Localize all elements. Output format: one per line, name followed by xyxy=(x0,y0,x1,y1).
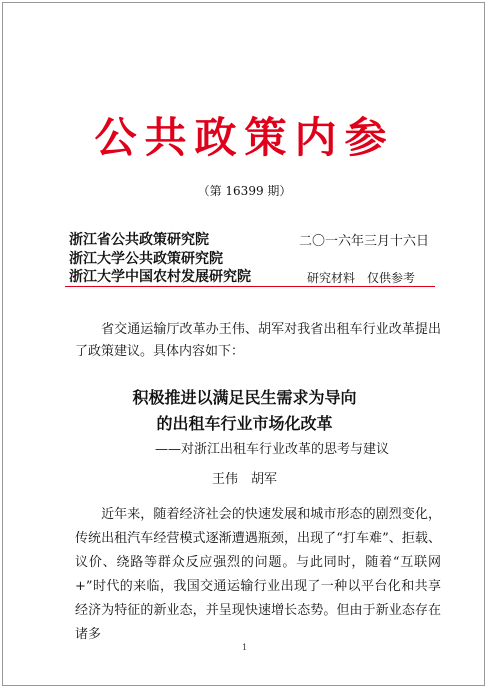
issue-number: （第 16399 期） xyxy=(197,184,292,198)
article-title-line1: 积极推进以满足民生需求为导向 xyxy=(132,388,357,407)
masthead-title: 公共政策内参 xyxy=(94,113,395,162)
intro-paragraph xyxy=(75,319,441,363)
body-text: 近年来，随着经济社会的快速发展和城市形态的剧烈变化，传统出租汽车经营模式逐渐遭遇瓶颈，出现了“打车难”、拒载、议价、绕路等群众反应强烈的问题。与此同时，随着“互联网+”时代的来临，我国交通运输行业出现了一种以平台化和共享经济为特征的新业态，并呈现快速增长态势。但由于新业态存在诸多 xyxy=(75,507,441,642)
article-title-line2: 的出租车行业市场化改革 xyxy=(156,414,333,433)
institute-name: 浙江大学公共政策研究院 xyxy=(69,251,223,267)
issue-date: 二〇一六年三月十六日 xyxy=(299,234,430,249)
document-page xyxy=(2,2,485,686)
article-subtitle: ——对浙江出租车行业改革的思考与建议 xyxy=(155,442,390,457)
body-paragraph xyxy=(75,503,441,647)
institute-name: 浙江大学中国农村发展研究院 xyxy=(69,269,251,285)
red-divider xyxy=(65,286,435,287)
page-number: 1 xyxy=(241,643,248,652)
institute-name: 浙江省公共政策研究院 xyxy=(69,232,209,248)
intro-text: 省交通运输厅改革办王伟、胡军对我省出租车行业改革提出了政策建议。具体内容如下： xyxy=(75,322,441,359)
article-authors: 王伟 胡军 xyxy=(211,472,277,487)
reference-note: 研究材料 仅供参考 xyxy=(307,271,416,285)
